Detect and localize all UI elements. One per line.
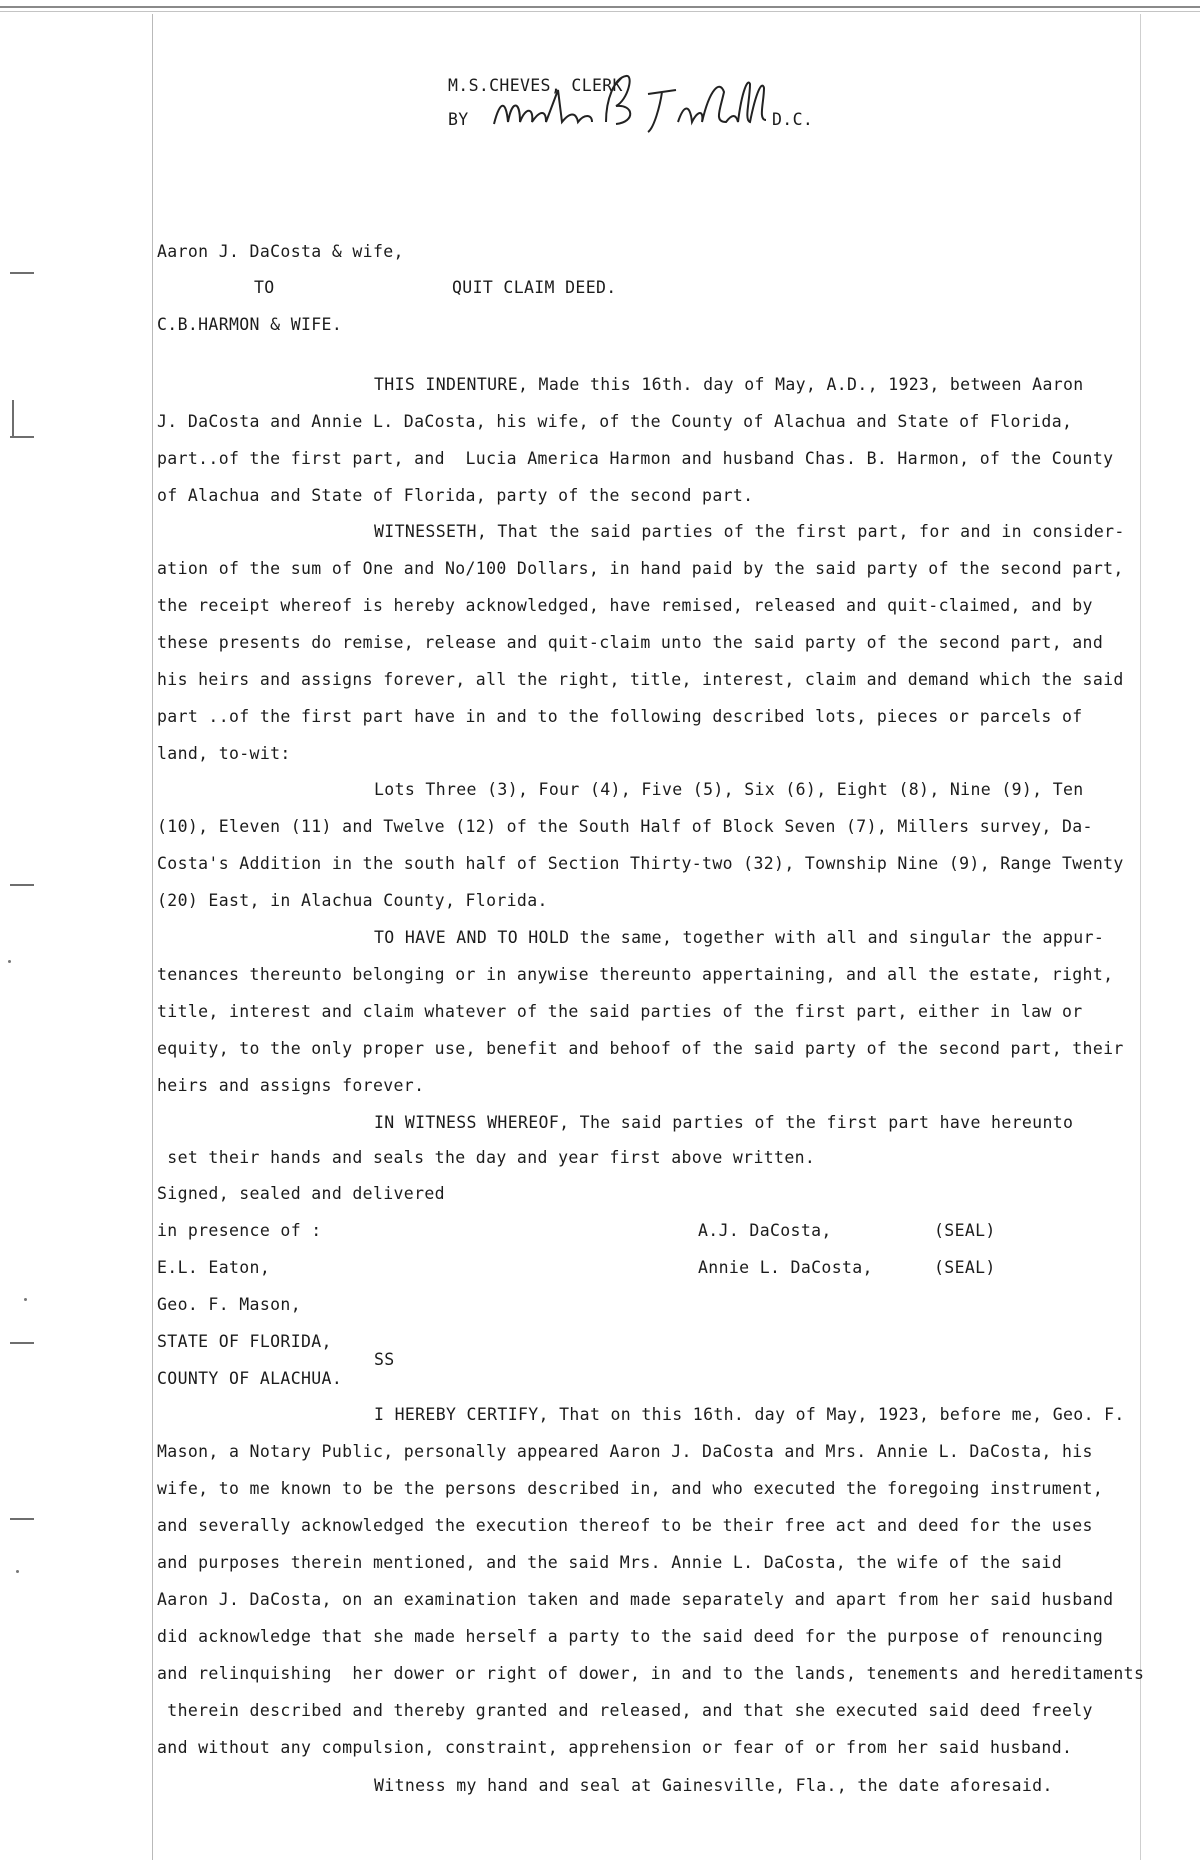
certificate-line: and purposes therein mentioned, and the said Mrs. Annie L. DaCosta, the wife of the said [157, 1553, 1062, 1572]
clerk-signature [488, 70, 768, 142]
venue-state: STATE OF FLORIDA, [157, 1332, 332, 1351]
deputy-clerk-label: D.C. [772, 110, 814, 129]
legal-description-line: (10), Eleven (11) and Twelve (12) of the South Half of Block Seven (7), Millers survey, Da- [157, 817, 1093, 836]
certificate-line: I HEREBY CERTIFY, That on this 16th. day of May, 1923, before me, Geo. F. [374, 1405, 1125, 1424]
body-line: part ..of the first part have in and to the following described lots, pieces or parcels of [157, 707, 1083, 726]
binding-mark [10, 884, 34, 886]
grantor-signature-1: A.J. DaCosta, [698, 1221, 832, 1240]
top-border-line [0, 6, 1200, 8]
top-border-line-thin [0, 11, 1200, 12]
body-line: title, interest and claim whatever of the said parties of the first part, either in law or [157, 1002, 1083, 1021]
grantee-caption: C.B.HARMON & WIFE. [157, 315, 343, 334]
by-label: BY [448, 110, 469, 129]
signed-sealed-label: Signed, sealed and delivered [157, 1184, 445, 1203]
speck [8, 960, 11, 963]
body-line: these presents do remise, release and quit-claim unto the said party of the second part, and [157, 633, 1104, 652]
certificate-line: and severally acknowledged the execution thereof to be their free act and deed for the uses [157, 1516, 1093, 1535]
grantor-caption: Aaron J. DaCosta & wife, [157, 242, 404, 261]
speck [16, 1570, 19, 1573]
binding-mark [12, 400, 14, 436]
binding-mark [10, 1518, 34, 1520]
body-line: WITNESSETH, That the said parties of the first part, for and in consider- [374, 522, 1125, 541]
grantor-signature-2: Annie L. DaCosta, [698, 1258, 873, 1277]
body-line: his heirs and assigns forever, all the right, title, interest, claim and demand which the said [157, 670, 1124, 689]
body-line: tenances thereunto belonging or in anywise thereunto appertaining, and all the estate, right, [157, 965, 1114, 984]
clerk-name: M.S.CHEVES, CLERK [448, 76, 623, 95]
certificate-line: wife, to me known to be the persons described in, and who executed the foregoing instrument, [157, 1479, 1104, 1498]
document-title: QUIT CLAIM DEED. [452, 278, 617, 297]
body-line: TO HAVE AND TO HOLD the same, together with all and singular the appur- [374, 928, 1105, 947]
seal-mark-2: (SEAL) [934, 1258, 996, 1277]
left-margin-rule [152, 14, 153, 1860]
certificate-line: Aaron J. DaCosta, on an examination taken and made separately and apart from her said husband [157, 1590, 1114, 1609]
certificate-line: did acknowledge that she made herself a party to the said deed for the purpose of renouncing [157, 1627, 1104, 1646]
speck [24, 1298, 27, 1301]
body-line: THIS INDENTURE, Made this 16th. day of May, A.D., 1923, between Aaron [374, 375, 1084, 394]
closing-attestation: Witness my hand and seal at Gainesville, Fla., the date aforesaid. [374, 1776, 1053, 1795]
legal-description-line: (20) East, in Alachua County, Florida. [157, 891, 548, 910]
certificate-line: and relinquishing her dower or right of dower, in and to the lands, tenements and hereditaments [157, 1664, 1145, 1683]
body-line: part..of the first part, and Lucia America Harmon and husband Chas. B. Harmon, of the County [157, 449, 1114, 468]
witness-1: E.L. Eaton, [157, 1258, 271, 1277]
body-line: of Alachua and State of Florida, party of the second part. [157, 486, 754, 505]
body-line: land, to-wit: [157, 744, 291, 763]
venue-ss: SS [374, 1350, 395, 1369]
certificate-line: Mason, a Notary Public, personally appeared Aaron J. DaCosta and Mrs. Annie L. DaCosta, his [157, 1442, 1093, 1461]
right-margin-rule [1140, 14, 1141, 1860]
witness-2: Geo. F. Mason, [157, 1295, 301, 1314]
body-line: J. DaCosta and Annie L. DaCosta, his wife, of the County of Alachua and State of Florida, [157, 412, 1073, 431]
presence-label: in presence of : [157, 1221, 322, 1240]
venue-county: COUNTY OF ALACHUA. [157, 1369, 343, 1388]
legal-description-line: Costa's Addition in the south half of Section Thirty-two (32), Township Nine (9), Range Twenty [157, 854, 1124, 873]
binding-mark [10, 436, 34, 438]
seal-mark-1: (SEAL) [934, 1221, 996, 1240]
body-line: heirs and assigns forever. [157, 1076, 425, 1095]
certificate-line: therein described and thereby granted and released, and that she executed said deed freely [157, 1701, 1093, 1720]
body-line: the receipt whereof is hereby acknowledged, have remised, released and quit-claimed, and by [157, 596, 1093, 615]
body-line: ation of the sum of One and No/100 Dollars, in hand paid by the said party of the second part, [157, 559, 1124, 578]
binding-mark [10, 1342, 34, 1344]
body-line: set their hands and seals the day and year first above written. [157, 1148, 816, 1167]
to-caption: TO [254, 278, 275, 297]
body-line: equity, to the only proper use, benefit and behoof of the said party of the second part, their [157, 1039, 1124, 1058]
legal-description-line: Lots Three (3), Four (4), Five (5), Six (6), Eight (8), Nine (9), Ten [374, 780, 1084, 799]
certificate-line: and without any compulsion, constraint, apprehension or fear of or from her said husband. [157, 1738, 1073, 1757]
binding-mark [10, 272, 34, 274]
body-line: IN WITNESS WHEREOF, The said parties of the first part have hereunto [374, 1113, 1074, 1132]
